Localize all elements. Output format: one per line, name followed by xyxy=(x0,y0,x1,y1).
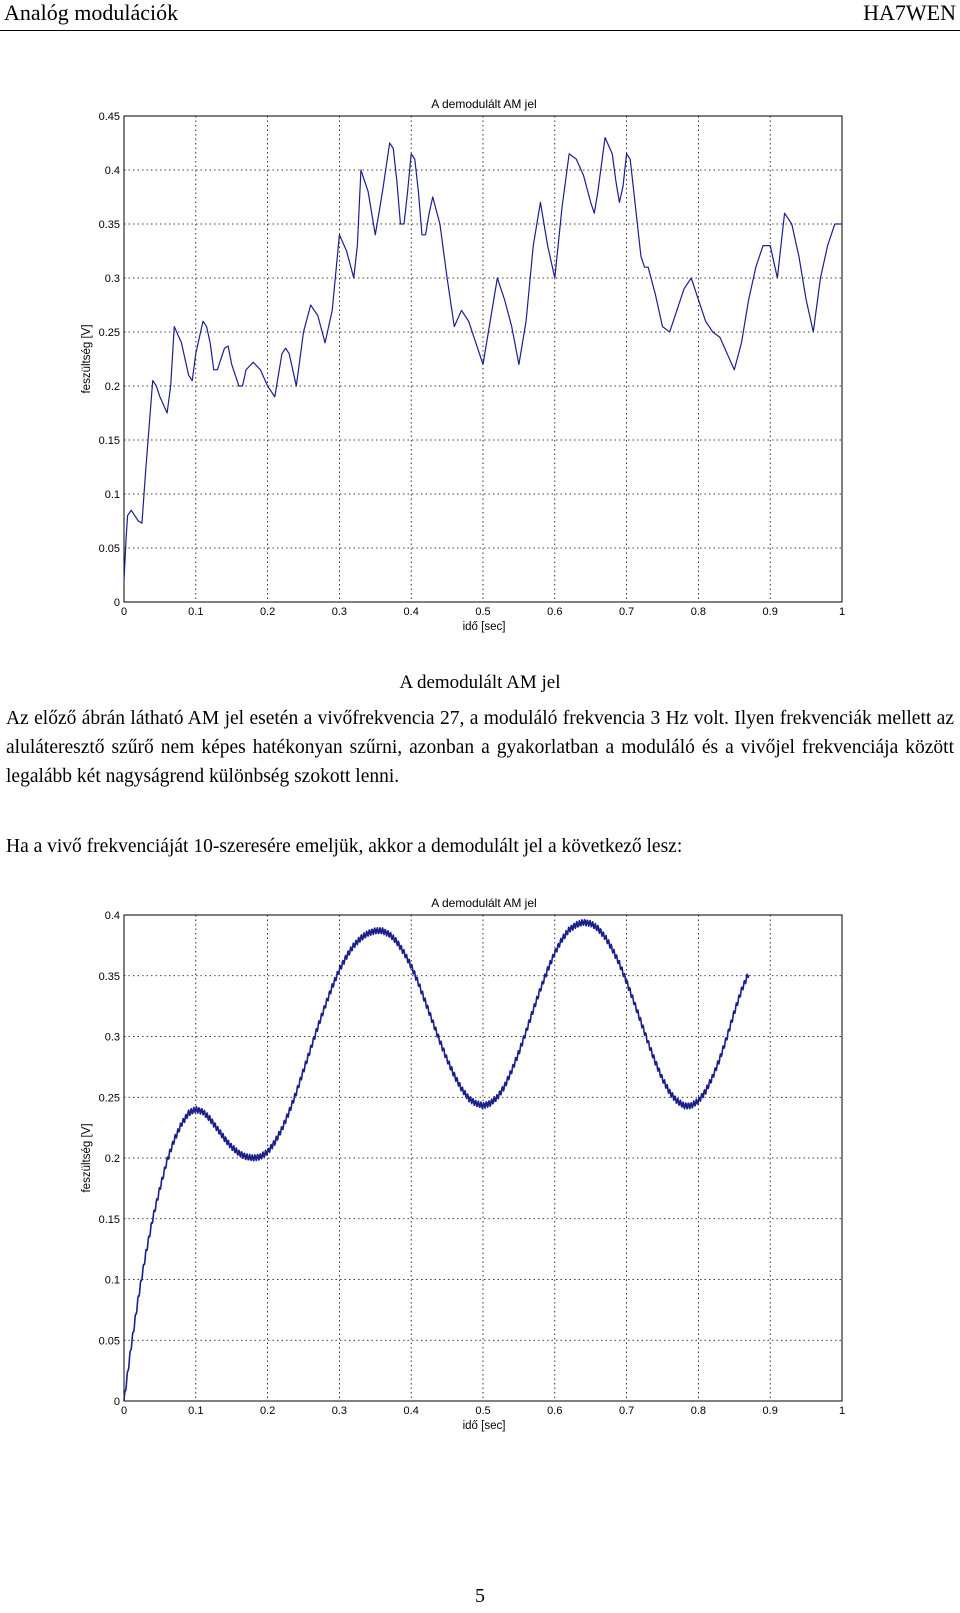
y-tick-label: 0.4 xyxy=(104,910,120,922)
x-tick-label: 0.1 xyxy=(188,1405,204,1417)
y-tick-label: 0.35 xyxy=(98,219,120,231)
paragraph-2: Ha a vivő frekvenciáját 10-szeresére emeljük, akkor a demodulált jel a következő lesz: xyxy=(6,836,683,857)
chart-title: A demodulált AM jel xyxy=(431,896,537,910)
y-tick-label: 0.3 xyxy=(104,273,120,285)
x-tick-label: 0.2 xyxy=(259,606,276,618)
y-axis-label: feszültség [V] xyxy=(81,1123,93,1193)
x-tick-label: 0.6 xyxy=(547,606,563,618)
y-tick-label: 0.2 xyxy=(104,381,120,393)
y-tick-label: 0 xyxy=(113,597,120,609)
page-number: 5 xyxy=(475,1585,485,1607)
x-tick-label: 0.8 xyxy=(690,1405,707,1417)
page-header xyxy=(0,0,960,31)
x-tick-label: 0.9 xyxy=(762,1405,778,1417)
y-tick-label: 0.25 xyxy=(98,1092,120,1105)
y-tick-label: 0.15 xyxy=(98,1213,120,1226)
y-tick-label: 0.05 xyxy=(98,1335,120,1348)
y-tick-label: 0.1 xyxy=(104,1274,120,1287)
x-tick-label: 0.3 xyxy=(331,1405,348,1417)
x-tick-label: 0.9 xyxy=(762,606,778,618)
x-tick-label: 0.4 xyxy=(403,1405,419,1417)
x-tick-label: 0.5 xyxy=(475,606,491,618)
y-tick-label: 0.35 xyxy=(98,970,120,983)
chart-title: A demodulált AM jel xyxy=(431,97,537,111)
header-author: HA7WEN xyxy=(863,0,956,25)
x-tick-label: 0.1 xyxy=(188,606,204,618)
x-tick-label: 0.7 xyxy=(618,606,635,618)
x-tick-label: 0.6 xyxy=(547,1405,563,1417)
x-axis-label: idő [sec] xyxy=(462,1420,506,1432)
y-axis-label: feszültség [V] xyxy=(81,324,93,394)
y-tick-label: 0.1 xyxy=(104,489,120,501)
x-axis-label: idő [sec] xyxy=(462,621,506,633)
paragraph-1: Az előző ábrán látható AM jel esetén a vivőfrekvencia 27, a moduláló frekvencia 3 Hz volt. Ilyen frekvenciák mellett az aluláteresztő szűrő nem képes hatékonyan szűrni, azonban a gyakorlatban a moduláló és a vivőjel frekvenciája között legalább két nagyságrend különbség szokott lenni. xyxy=(6,708,954,787)
header-title: Analóg modulációk xyxy=(4,0,179,25)
x-tick-label: 0.7 xyxy=(618,1405,635,1417)
y-tick-label: 0.05 xyxy=(98,543,120,555)
x-tick-label: 0.2 xyxy=(259,1405,276,1417)
y-tick-label: 0.15 xyxy=(98,435,120,447)
x-tick-label: 0 xyxy=(120,606,128,618)
x-tick-label: 1 xyxy=(838,1405,846,1417)
y-tick-label: 0.2 xyxy=(104,1153,120,1165)
x-tick-label: 1 xyxy=(838,606,846,618)
y-tick-label: 0 xyxy=(113,1396,120,1408)
x-tick-label: 0.8 xyxy=(690,606,707,618)
y-tick-label: 0.25 xyxy=(98,327,120,339)
x-tick-label: 0 xyxy=(120,1405,128,1417)
x-tick-label: 0.4 xyxy=(403,606,419,618)
x-tick-label: 0.5 xyxy=(475,1405,491,1417)
figure-caption: A demodulált AM jel xyxy=(399,672,561,693)
chart-demodulated-am-1 xyxy=(0,88,960,648)
y-tick-label: 0.4 xyxy=(104,165,120,177)
chart-demodulated-am-2 xyxy=(0,896,960,1465)
x-tick-label: 0.3 xyxy=(331,606,348,618)
y-tick-label: 0.45 xyxy=(98,111,120,123)
y-tick-label: 0.3 xyxy=(104,1031,120,1044)
